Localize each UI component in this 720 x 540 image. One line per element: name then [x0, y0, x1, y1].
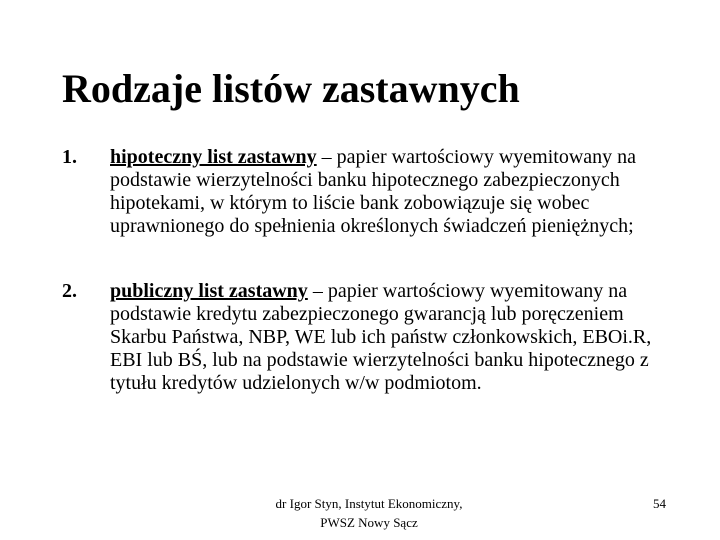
list-item-definition: – papier wartościowy wyemitowany na podstawie wierzytelności banku hipotecznego zabezpieczonych hipotekami, w którym to liście bank zobowiązuje się wobec uprawnionego do spełnienia określonych świadczeń pieniężnych;	[110, 146, 637, 237]
footer-author-line-2: PWSZ Nowy Sącz	[320, 515, 418, 530]
page-number: 54	[653, 496, 666, 511]
list-item-text	[110, 280, 662, 395]
footer-author-line-1: dr Igor Styn, Instytut Ekonomiczny,	[275, 496, 463, 511]
list-item	[62, 146, 662, 238]
list-item-term: publiczny list zastawny	[110, 280, 308, 302]
list-item-text	[110, 146, 662, 238]
list-item-number: 2.	[62, 280, 77, 302]
slide-title: Rodzaje listów zastawnych	[62, 66, 520, 111]
list-item-number: 1.	[62, 146, 77, 168]
list-item-term: hipoteczny list zastawny	[110, 146, 317, 168]
footer-author	[240, 494, 498, 532]
list-item	[62, 280, 662, 395]
list-item-definition: – papier wartościowy wyemitowany na podstawie kredytu zabezpieczonego gwarancją lub poręczeniem Skarbu Państwa, NBP, WE lub ich państw członkowskich, EBOi.R, EBI lub BŚ, lub na podstawie wierzytelności banku hipotecznego z tytułu kredytów udzielonych w/w podmiotom.	[110, 280, 652, 394]
